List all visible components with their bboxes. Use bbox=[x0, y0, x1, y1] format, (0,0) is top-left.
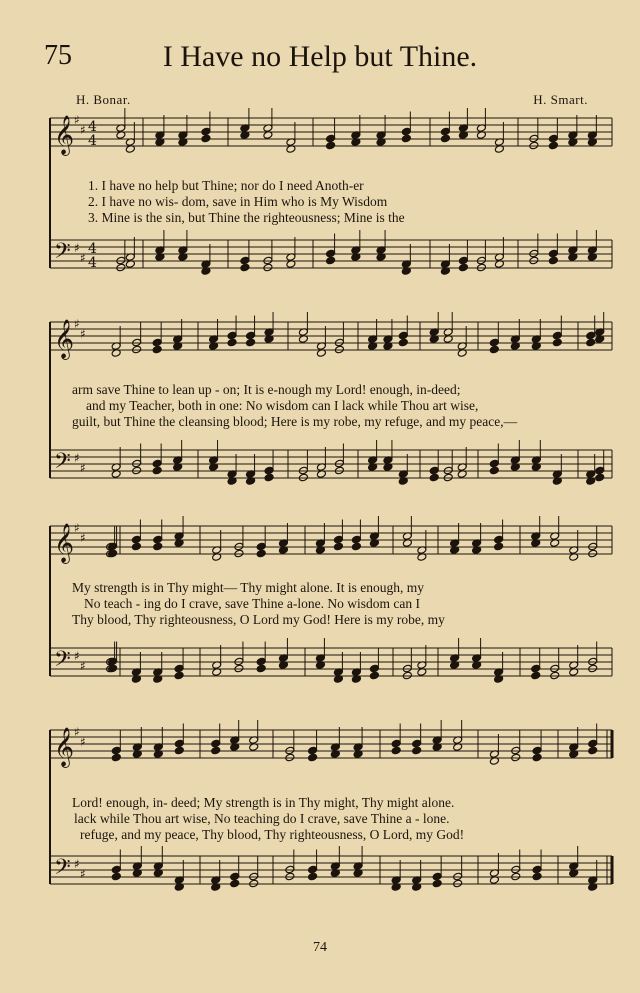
sharp-icon: ♯ bbox=[74, 725, 80, 739]
sharp-icon: ♯ bbox=[74, 113, 80, 127]
bass-clef-icon: 𝄢 bbox=[54, 239, 71, 269]
sharp-icon: ♯ bbox=[80, 867, 86, 881]
note-head bbox=[432, 879, 442, 888]
note-head bbox=[532, 746, 542, 755]
note-head bbox=[131, 542, 141, 551]
treble-clef-icon: 𝄞 bbox=[54, 115, 75, 155]
sharp-icon: ♯ bbox=[74, 451, 80, 465]
note-head bbox=[326, 134, 336, 143]
note-head bbox=[489, 466, 499, 475]
sharp-icon: ♯ bbox=[80, 123, 86, 137]
note-head bbox=[494, 542, 504, 551]
note-head bbox=[227, 338, 237, 347]
note-head bbox=[458, 263, 468, 272]
composer-credit: H. Smart. bbox=[533, 92, 588, 107]
note-head bbox=[531, 664, 541, 673]
note-head bbox=[489, 338, 499, 347]
sharp-icon: ♯ bbox=[80, 461, 86, 475]
note-head bbox=[548, 134, 558, 143]
note-head bbox=[489, 459, 499, 468]
lyric-line: Lord! enough, in- deed; My strength is in Thy might, Thy might alone. bbox=[72, 795, 455, 810]
note-head bbox=[201, 134, 211, 143]
note-head bbox=[174, 739, 184, 748]
note-head bbox=[595, 466, 605, 475]
sharp-icon: ♯ bbox=[80, 531, 86, 545]
lyric-line: 1. I have no help but Thine; nor do I need Anoth-er bbox=[88, 178, 364, 193]
note-head bbox=[401, 134, 411, 143]
treble-clef-icon: 𝄞 bbox=[54, 319, 75, 359]
lyric-line: refuge, and my peace, Thy blood, Thy righteousness, O Lord, my God! bbox=[80, 827, 465, 842]
note-head bbox=[326, 256, 336, 265]
note-head bbox=[152, 338, 162, 347]
lyric-line: guilt, but Thine the cleansing blood; Here is my robe, my refuge, and my peace,— bbox=[72, 414, 518, 429]
note-head bbox=[595, 473, 605, 482]
note-head bbox=[152, 466, 162, 475]
page-number: 74 bbox=[313, 940, 327, 955]
note-head bbox=[326, 249, 336, 258]
note-head bbox=[333, 535, 343, 544]
note-head bbox=[256, 549, 266, 558]
note-head bbox=[458, 256, 468, 265]
note-head bbox=[264, 473, 274, 482]
note-head bbox=[308, 872, 318, 881]
note-head bbox=[174, 746, 184, 755]
note-head bbox=[246, 331, 256, 340]
hymn-number: 75 bbox=[44, 40, 72, 71]
note-head bbox=[398, 331, 408, 340]
sharp-icon: ♯ bbox=[74, 649, 80, 663]
bass-clef-icon: 𝄢 bbox=[54, 647, 71, 677]
note-head bbox=[401, 127, 411, 136]
note-head bbox=[548, 141, 558, 150]
note-head bbox=[240, 256, 250, 265]
time-signature: 4 bbox=[88, 255, 97, 271]
sharp-icon: ♯ bbox=[74, 317, 80, 331]
note-head bbox=[333, 542, 343, 551]
note-head bbox=[211, 739, 221, 748]
note-head bbox=[153, 535, 163, 544]
note-head bbox=[111, 746, 121, 755]
lyric-line: 2. I have no wis- dom, save in Him who is My Wisdom bbox=[88, 194, 388, 209]
note-head bbox=[131, 535, 141, 544]
bass-clef-icon: 𝄢 bbox=[54, 449, 71, 479]
note-head bbox=[552, 331, 562, 340]
note-head bbox=[230, 872, 240, 881]
note-head bbox=[552, 338, 562, 347]
note-head bbox=[174, 664, 184, 673]
lyric-line: No teach - ing do I crave, save Thine a-lone. No wisdom can I bbox=[84, 596, 421, 611]
note-head bbox=[111, 865, 121, 874]
note-head bbox=[489, 345, 499, 354]
sharp-icon: ♯ bbox=[74, 241, 80, 255]
hymn-title: I Have no Help but Thine. bbox=[162, 40, 478, 73]
note-head bbox=[429, 466, 439, 475]
note-head bbox=[351, 542, 361, 551]
note-head bbox=[432, 872, 442, 881]
note-head bbox=[548, 256, 558, 265]
note-head bbox=[494, 535, 504, 544]
note-head bbox=[153, 542, 163, 551]
note-head bbox=[588, 746, 598, 755]
note-head bbox=[264, 466, 274, 475]
sharp-icon: ♯ bbox=[74, 521, 80, 535]
sharp-icon: ♯ bbox=[80, 251, 86, 265]
note-head bbox=[111, 753, 121, 762]
lyric-line: 3. Mine is the sin, but Thine the righteousness; Mine is the bbox=[88, 210, 405, 225]
note-head bbox=[351, 535, 361, 544]
note-head bbox=[429, 473, 439, 482]
time-signature: 4 bbox=[88, 241, 97, 257]
note-head bbox=[308, 753, 318, 762]
note-head bbox=[532, 753, 542, 762]
note-head bbox=[211, 746, 221, 755]
note-head bbox=[308, 746, 318, 755]
note-head bbox=[256, 542, 266, 551]
note-head bbox=[174, 671, 184, 680]
note-head bbox=[246, 338, 256, 347]
note-head bbox=[369, 664, 379, 673]
note-head bbox=[227, 331, 237, 340]
note-head bbox=[440, 127, 450, 136]
lyric-line: Thy blood, Thy righteousness, O Lord my God! Here is my robe, my bbox=[72, 612, 445, 627]
note-head bbox=[548, 249, 558, 258]
time-signature: 4 bbox=[88, 119, 97, 135]
lyric-line: My strength is in Thy might— Thy might alone. It is enough, my bbox=[72, 580, 424, 595]
time-signature: 4 bbox=[88, 133, 97, 149]
note-head bbox=[256, 664, 266, 673]
note-head bbox=[326, 141, 336, 150]
bass-clef-icon: 𝄢 bbox=[54, 855, 71, 885]
note-head bbox=[391, 739, 401, 748]
sharp-icon: ♯ bbox=[80, 659, 86, 673]
note-head bbox=[152, 345, 162, 354]
note-head bbox=[440, 134, 450, 143]
lyric-line: lack while Thou art wise, No teaching do I crave, save Thine a - lone. bbox=[74, 811, 450, 826]
note-head bbox=[586, 331, 596, 340]
lyric-line: arm save Thine to lean up - on; It is e-nough my Lord! enough, in-deed; bbox=[72, 382, 461, 397]
sharp-icon: ♯ bbox=[80, 327, 86, 341]
note-head bbox=[308, 865, 318, 874]
note-head bbox=[532, 865, 542, 874]
note-head bbox=[256, 657, 266, 666]
note-head bbox=[111, 872, 121, 881]
note-head bbox=[398, 338, 408, 347]
note-head bbox=[201, 127, 211, 136]
note-head bbox=[412, 746, 422, 755]
note-head bbox=[152, 459, 162, 468]
sharp-icon: ♯ bbox=[74, 857, 80, 871]
note-head bbox=[531, 671, 541, 680]
note-head bbox=[588, 739, 598, 748]
note-head bbox=[532, 872, 542, 881]
note-head bbox=[230, 879, 240, 888]
note-head bbox=[412, 739, 422, 748]
author-credit: H. Bonar. bbox=[76, 92, 131, 107]
sharp-icon: ♯ bbox=[80, 735, 86, 749]
note-head bbox=[391, 746, 401, 755]
note-head bbox=[369, 671, 379, 680]
note-head bbox=[240, 263, 250, 272]
lyric-line: and my Teacher, both in one: No wisdom can I lack while Thou art wise, bbox=[86, 398, 479, 413]
note-head bbox=[586, 338, 596, 347]
treble-clef-icon: 𝄞 bbox=[54, 727, 75, 767]
treble-clef-icon: 𝄞 bbox=[54, 523, 75, 563]
